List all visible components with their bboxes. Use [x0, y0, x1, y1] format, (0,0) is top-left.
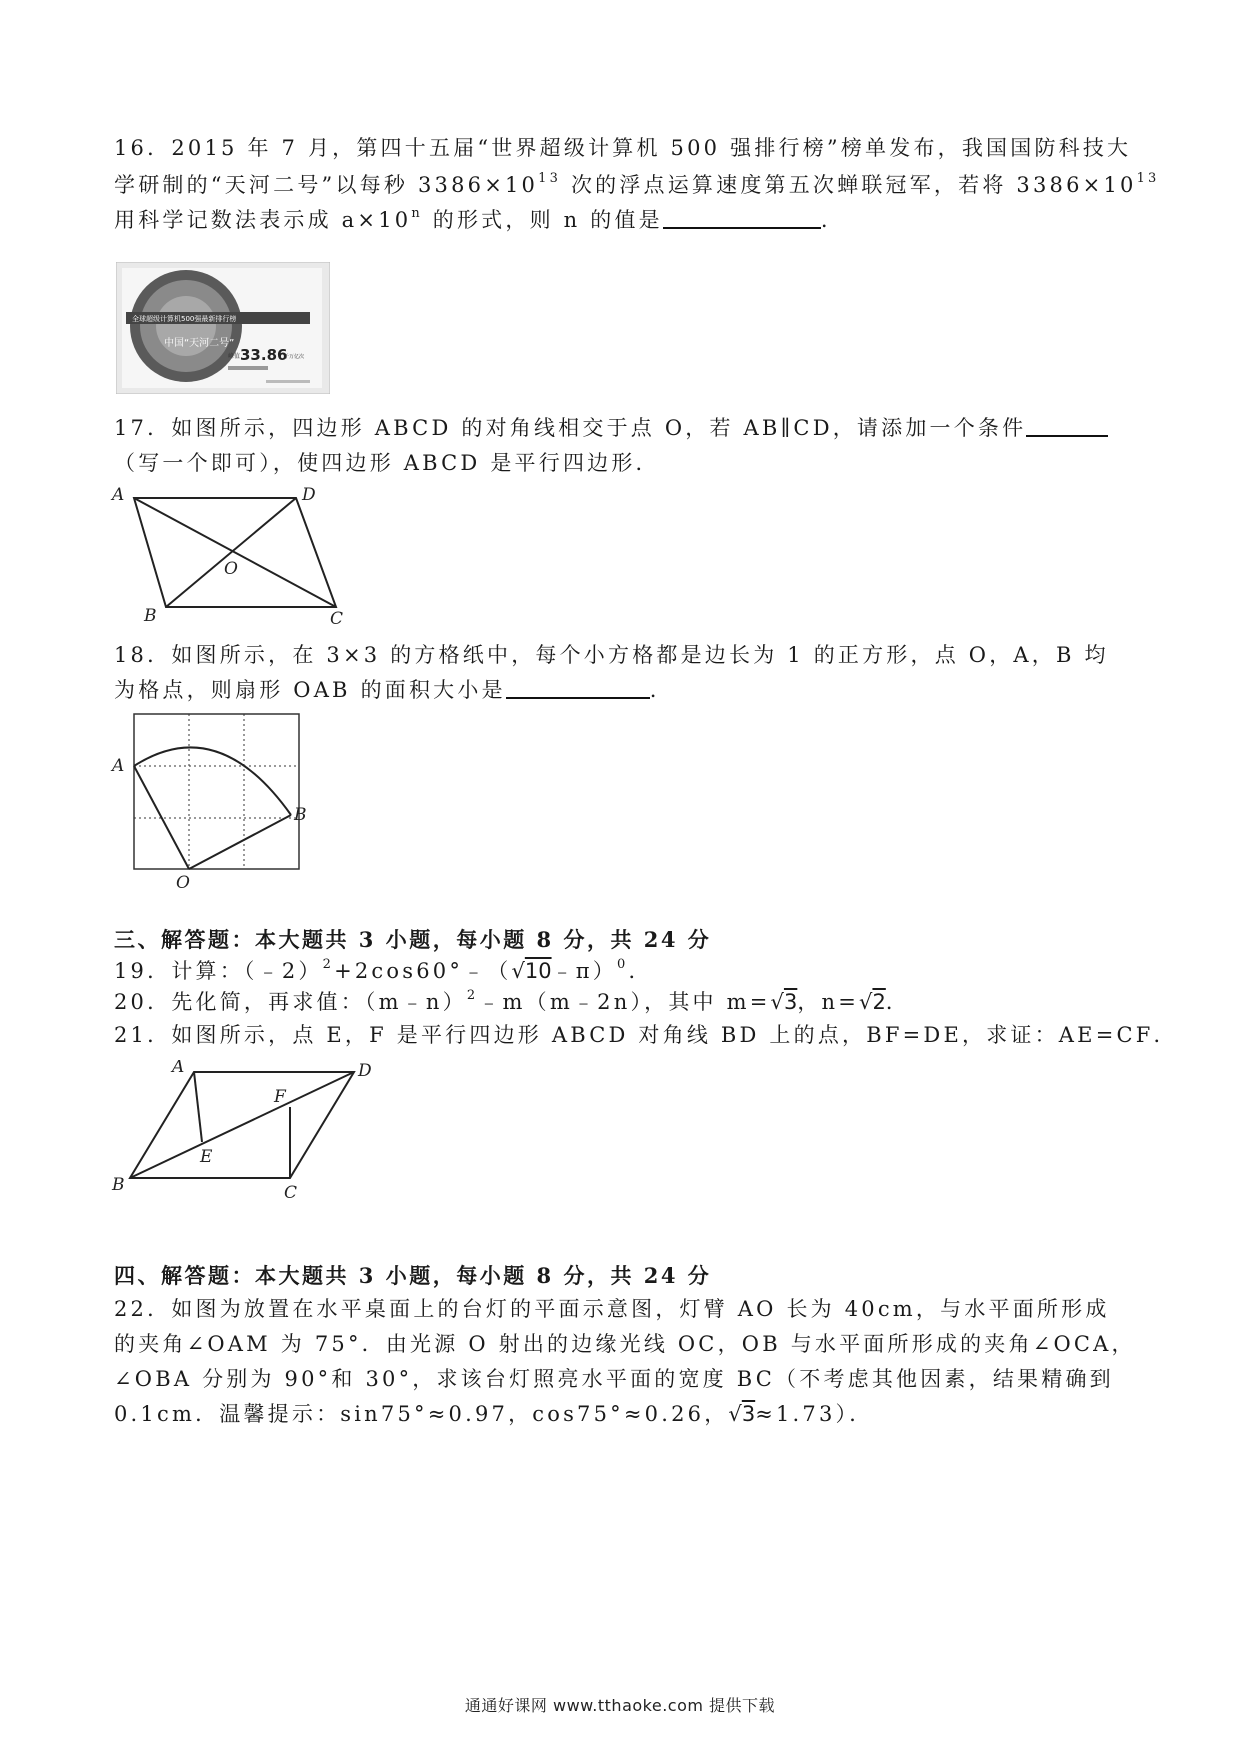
q18-label-a: A	[112, 756, 125, 776]
q18-radius-ob	[189, 815, 291, 869]
section3-heading: 三、解答题：本大题共 3 小题，每小题 8 分，共 24 分	[114, 927, 712, 952]
q18-line1: 18．如图所示，在 3×3 的方格纸中，每个小方格都是边长为 1 的正方形，点 O，A，B 均	[114, 643, 1109, 667]
q19-b: +2cos60°﹣（	[334, 959, 512, 983]
q21-label-d: D	[358, 1061, 372, 1081]
q18-label-o: O	[176, 873, 190, 890]
photo-china-text: 中国“天河二号”	[164, 338, 235, 349]
q22-line4	[114, 1400, 873, 1428]
q18-end: .	[649, 678, 660, 702]
q17-label-d: D	[302, 485, 316, 505]
q20-sqrt-m: √3	[770, 990, 798, 1014]
q20-sup: 2	[466, 988, 479, 1003]
q18-label-b: B	[294, 805, 307, 825]
q21-label-c: C	[284, 1183, 298, 1200]
photo-prefix-text: 峰值	[228, 353, 241, 360]
q20-root2: 2	[872, 990, 886, 1014]
photo-banner-text: 全球超级计算机500强最新排行榜	[132, 315, 237, 323]
tianhe-photo	[116, 262, 330, 394]
q21-label-e: E	[200, 1147, 213, 1167]
q21-label-a: A	[172, 1060, 185, 1077]
q16-line1: 16．2015 年 7 月，第四十五届“世界超级计算机 500 强排行榜”榜单发布，我国国防科技大	[114, 136, 1132, 160]
q19-root: 10	[524, 959, 552, 983]
q17-diagonal-bd	[166, 498, 296, 607]
q21-segment-ae	[194, 1072, 202, 1142]
q18-line2	[114, 676, 660, 704]
q16-line2	[114, 171, 1160, 199]
q17-label-c: C	[330, 609, 344, 626]
q19-line	[114, 957, 653, 985]
q22-line1: 22．如图为放置在水平桌面上的台灯的平面示意图，灯臂 AO 长为 40cm，与水平面所形成	[114, 1297, 1110, 1321]
q19-c: ﹣π）	[551, 959, 617, 983]
q21-parallelogram-figure	[100, 1060, 380, 1200]
photo-value-text: 33.86	[240, 346, 288, 364]
photo-tail-text: 千万亿次	[284, 354, 305, 360]
section4-heading: 四、解答题：本大题共 3 小题，每小题 8 分，共 24 分	[114, 1263, 712, 1288]
q17-line1-text: 17．如图所示，四边形 ABCD 的对角线相交于点 O，若 AB∥CD，请添加一个条件	[114, 416, 1027, 440]
q17-answer-blank[interactable]	[1026, 417, 1108, 437]
q16-sup3: n	[411, 206, 423, 221]
q17-line1	[114, 414, 1108, 442]
q16-line3	[114, 206, 831, 234]
q22-sqrt: √3	[728, 1402, 756, 1426]
q19-a: 19．计算：（﹣2）	[114, 959, 323, 983]
q20-d: ．	[885, 990, 911, 1014]
q16-line3-a: 用科学记数法表示成 a×10	[114, 208, 412, 232]
q21-line: 21．如图所示，点 E，F 是平行四边形 ABCD 对角线 BD 上的点，BF=DE，求证：AE=CF．	[114, 1023, 1178, 1047]
q16-end: .	[820, 208, 831, 232]
q21-label-f: F	[274, 1087, 286, 1107]
q18-arc-ab	[134, 747, 291, 815]
q19-sup2: 0	[616, 957, 629, 972]
q18-grid-border	[134, 714, 299, 869]
q18-grid-figure	[108, 706, 318, 890]
q17-diagonal-ac	[134, 498, 336, 607]
q17-label-b: B	[144, 606, 157, 626]
q22-line3: ∠OBA 分别为 90°和 30°，求该台灯照亮水平面的宽度 BC（不考虑其他因素，结果精确到	[114, 1367, 1114, 1391]
q16-line2-a: 学研制的“天河二号”以每秒 3386×10	[114, 173, 539, 197]
q22-root: 3	[741, 1402, 756, 1426]
q20-a: 20．先化简，再求值：（m﹣n）	[114, 990, 467, 1014]
page-footer: 通通好课网 www.tthaoke.com 提供下载	[464, 1696, 776, 1715]
q21-label-b: B	[112, 1175, 125, 1195]
q17-line2: （写一个即可），使四边形 ABCD 是平行四边形．	[114, 451, 660, 475]
q19-sup: 2	[322, 957, 335, 972]
q22-line4-b: ≈1.73）．	[755, 1402, 874, 1426]
q20-c: ，n=	[797, 990, 860, 1014]
q22-line4-a: 0.1cm．温馨提示：sin75°≈0.97，cos75°≈0.26，	[114, 1402, 729, 1426]
q20-sqrt-n: √2	[859, 990, 886, 1014]
q18-answer-blank[interactable]	[506, 679, 650, 699]
q16-answer-blank[interactable]	[663, 209, 821, 229]
q16-sup1: 13	[538, 171, 562, 186]
q19-sqrt: √10	[511, 959, 552, 983]
q16-line3-b: 的形式，则 n 的值是	[422, 208, 663, 232]
q21-diagonal-bd	[130, 1072, 354, 1178]
q20-root1: 3	[783, 990, 798, 1014]
q17-label-a: A	[112, 485, 125, 505]
q16-line2-b: 次的浮点运算速度第五次蝉联冠军，若将 3386×10	[561, 173, 1137, 197]
q16-sup2: 13	[1136, 171, 1160, 186]
q17-parallelogram-figure	[108, 484, 358, 626]
q19-d: ．	[628, 959, 653, 983]
q18-line2-text: 为格点，则扇形 OAB 的面积大小是	[114, 678, 506, 702]
q17-label-o: O	[224, 559, 238, 579]
q22-line2: 的夹角∠OAM 为 75°．由光源 O 射出的边缘光线 OC，OB 与水平面所形成的夹角∠OCA，	[114, 1332, 1136, 1356]
q20-b: ﹣m（m﹣2n），其中 m=	[478, 990, 771, 1014]
q20-line	[114, 988, 910, 1016]
